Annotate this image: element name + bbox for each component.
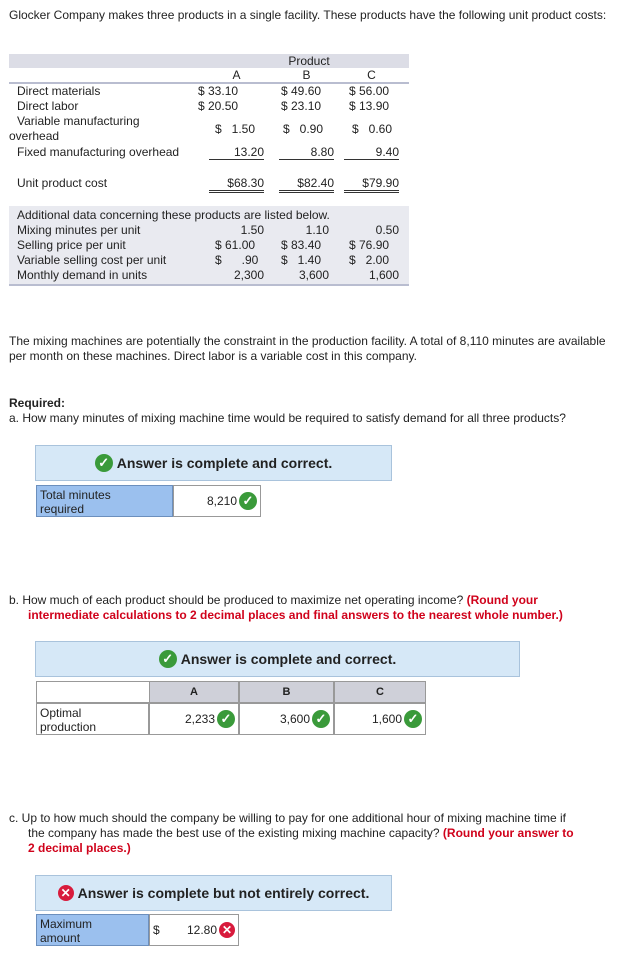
question-b-instruction: (Round your xyxy=(466,593,538,607)
cell-value: $ 20.50 xyxy=(198,99,239,113)
constraint-text: The mixing machines are potentially the constraint in the production facility. A total of 8,110 minutes are available per month on these machines. Direct labor is a variable cost in this company. xyxy=(9,334,606,363)
col-header-c: C xyxy=(334,681,426,703)
cell-value: 3,600 xyxy=(298,268,329,282)
question-c: c. Up to how much should the company be willing to pay for one additional hour of mixing machine time if xyxy=(9,811,566,825)
cell-value: $82.40 xyxy=(279,176,334,193)
check-circle-icon: ✓ xyxy=(239,492,257,510)
cell-value: 1.50 xyxy=(240,223,264,237)
cell-value: $ .90 xyxy=(215,253,259,267)
cell-value: $ 1.50 xyxy=(215,122,256,136)
question-b-text: b. How much of each product should be produced to maximize net operating income? xyxy=(9,593,464,607)
total-minutes-value: 8,210 xyxy=(206,494,237,508)
check-circle-icon: ✓ xyxy=(312,710,330,728)
maximum-amount-label xyxy=(36,914,149,946)
label-line: amount xyxy=(40,931,81,945)
col-header-c: C xyxy=(367,68,376,82)
currency-symbol: $ xyxy=(153,923,160,937)
answer-status-banner-c xyxy=(35,875,392,911)
label-line: production xyxy=(40,720,97,734)
question-c-instruction: (Round your answer to xyxy=(442,826,574,840)
label-line: Total minutes xyxy=(40,488,111,502)
cell-value: $ 56.00 xyxy=(349,84,390,98)
cell-value: 1.10 xyxy=(305,223,329,237)
total-minutes-label xyxy=(36,485,173,517)
answer-status-banner-a xyxy=(35,445,392,481)
cell-value: $ 23.10 xyxy=(281,99,322,113)
row-label-monthly-demand: Monthly demand in units xyxy=(17,268,148,282)
col-header-a: A xyxy=(149,681,239,703)
cell-value: $ 0.90 xyxy=(283,122,324,136)
optimal-production-c-field[interactable] xyxy=(334,703,426,735)
question-c-text: the company has made the best use of the existing mixing machine capacity? xyxy=(28,826,440,840)
row-label-fixed-mfg: Fixed manufacturing overhead xyxy=(17,145,180,159)
cell-value: $ 33.10 xyxy=(198,84,239,98)
cell-value: $ 83.40 xyxy=(281,238,322,252)
total-minutes-field[interactable] xyxy=(173,485,261,517)
cell-value: $79.90 xyxy=(344,176,399,193)
banner-text: Answer is complete and correct. xyxy=(180,651,397,667)
check-circle-icon: ✓ xyxy=(404,710,422,728)
optimal-production-a-value: 2,233 xyxy=(184,712,215,726)
row-label-variable-selling: Variable selling cost per unit xyxy=(17,253,167,267)
cell-value: $ 49.60 xyxy=(281,84,322,98)
required-heading: Required: xyxy=(9,396,66,410)
x-circle-icon: ✕ xyxy=(58,885,74,901)
optimal-production-c-value: 1,600 xyxy=(371,712,402,726)
row-label-direct-materials: Direct materials xyxy=(17,84,101,98)
additional-data-table xyxy=(9,206,409,286)
answer-status-banner-b xyxy=(35,641,520,677)
col-header-b: B xyxy=(239,681,334,703)
check-circle-icon: ✓ xyxy=(159,650,177,668)
optimal-production-a-field[interactable] xyxy=(149,703,239,735)
label-line: Optimal xyxy=(40,706,82,720)
intro-text: Glocker Company makes three products in a single facility. These products have the following unit product costs: xyxy=(9,8,607,22)
optimal-production-b-field[interactable] xyxy=(239,703,334,735)
question-b xyxy=(9,593,621,608)
check-circle-icon: ✓ xyxy=(217,710,235,728)
cell-value: $ 0.60 xyxy=(352,122,393,136)
banner-text: Answer is complete but not entirely correct. xyxy=(77,885,370,901)
row-label-selling-price: Selling price per unit xyxy=(17,238,126,252)
cell-value: $68.30 xyxy=(209,176,264,193)
row-label-variable-mfg: Variable manufacturing xyxy=(17,114,140,128)
question-a: a. How many minutes of mixing machine time would be required to satisfy demand for all three products? xyxy=(9,411,566,425)
question-b-instruction-cont: intermediate calculations to 2 decimal places and final answers to the nearest whole number.) xyxy=(28,608,563,622)
label-line: Maximum xyxy=(40,917,93,931)
optimal-production-label xyxy=(36,703,149,735)
banner-text: Answer is complete and correct. xyxy=(116,455,333,471)
question-c-cont xyxy=(28,826,625,841)
cell-value: $ 1.40 xyxy=(281,253,322,267)
cell-value: 13.20 xyxy=(209,145,264,160)
header-blank xyxy=(36,681,149,703)
row-label-unit-cost: Unit product cost xyxy=(17,176,108,190)
col-header-a: A xyxy=(232,68,241,82)
cell-value: $ 76.90 xyxy=(349,238,390,252)
col-header-b: B xyxy=(302,68,311,82)
cell-value: 2,300 xyxy=(233,268,264,282)
product-group-header: Product xyxy=(288,54,330,68)
question-c-instruction-cont: 2 decimal places.) xyxy=(28,841,131,855)
cell-value: 8.80 xyxy=(279,145,334,160)
optimal-production-b-value: 3,600 xyxy=(279,712,310,726)
label-line: required xyxy=(40,502,85,516)
cell-value: $ 13.90 xyxy=(349,99,390,113)
additional-title: Additional data concerning these products are listed below. xyxy=(17,208,330,222)
check-circle-icon: ✓ xyxy=(95,454,113,472)
cell-value: 1,600 xyxy=(368,268,399,282)
x-circle-icon: ✕ xyxy=(219,922,235,938)
row-label-direct-labor: Direct labor xyxy=(17,99,79,113)
cell-value: $ 61.00 xyxy=(215,238,256,252)
row-label-overhead: overhead xyxy=(9,129,60,143)
cell-value: $ 2.00 xyxy=(349,253,390,267)
maximum-amount-field[interactable] xyxy=(149,914,239,946)
cell-value: 0.50 xyxy=(375,223,399,237)
maximum-amount-value: 12.80 xyxy=(186,923,217,937)
row-label-mixing-minutes: Mixing minutes per unit xyxy=(17,223,141,237)
cell-value: 9.40 xyxy=(344,145,399,160)
